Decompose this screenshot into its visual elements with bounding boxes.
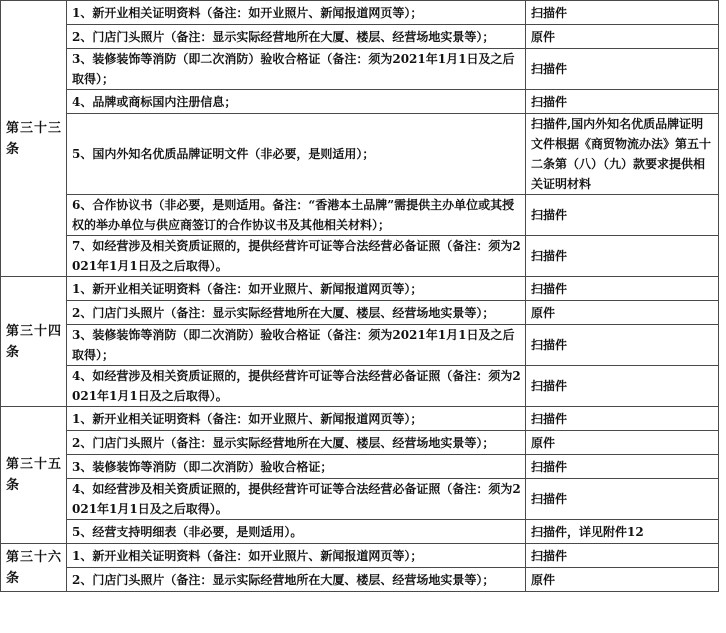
requirement-cell: 1、新开业相关证明资料（备注：如开业照片、新闻报道网页等）； [67, 544, 526, 568]
requirement-cell: 2、门店门头照片（备注：显示实际经营地所在大厦、楼层、经营场地实景等）； [67, 568, 526, 592]
document-form-cell: 扫描件 [526, 236, 719, 277]
article-cell: 第三十四条 [1, 277, 67, 407]
table-row [1, 325, 719, 366]
table-row [1, 568, 719, 592]
article-cell: 第三十五条 [1, 407, 67, 544]
table-row [1, 479, 719, 520]
document-form-cell: 扫描件,国内外知名优质品牌证明文件根据《商贸物流办法》第五十二条第（八）（九）款要求提供相关证明材料 [526, 114, 719, 195]
table-row [1, 544, 719, 568]
document-form-cell: 原件 [526, 568, 719, 592]
document-form-cell: 原件 [526, 25, 719, 49]
requirement-cell: 1、新开业相关证明资料（备注：如开业照片、新闻报道网页等）； [67, 1, 526, 25]
requirement-cell: 3、装修装饰等消防（即二次消防）验收合格证（备注：须为2021年1月1日及之后取得）； [67, 325, 526, 366]
document-form-cell: 扫描件 [526, 195, 719, 236]
table-row [1, 90, 719, 114]
table-row [1, 407, 719, 431]
document-form-cell: 原件 [526, 431, 719, 455]
document-form-cell: 扫描件，详见附件12 [526, 520, 719, 544]
requirement-cell: 5、国内外知名优质品牌证明文件（非必要，是则适用）； [67, 114, 526, 195]
requirement-cell: 4、如经营涉及相关资质证照的，提供经营许可证等合法经营必备证照（备注：须为2021年1月1日及之后取得）。 [67, 366, 526, 407]
requirement-cell: 6、合作协议书（非必要，是则适用。备注：“香港本土品牌”需提供主办单位或其授权的举办单位与供应商签订的合作协议书及其他相关材料）； [67, 195, 526, 236]
table-row [1, 431, 719, 455]
article-cell: 第三十三条 [1, 1, 67, 277]
requirement-cell: 1、新开业相关证明资料（备注：如开业照片、新闻报道网页等）； [67, 277, 526, 301]
requirement-cell: 4、如经营涉及相关资质证照的，提供经营许可证等合法经营必备证照（备注：须为2021年1月1日及之后取得）。 [67, 479, 526, 520]
requirement-cell: 3、装修装饰等消防（即二次消防）验收合格证； [67, 455, 526, 479]
table-row [1, 49, 719, 90]
requirement-cell: 3、装修装饰等消防（即二次消防）验收合格证（备注：须为2021年1月1日及之后取得）； [67, 49, 526, 90]
requirement-cell: 2、门店门头照片（备注：显示实际经营地所在大厦、楼层、经营场地实景等）； [67, 431, 526, 455]
table-row [1, 301, 719, 325]
table-row [1, 520, 719, 544]
document-form-cell: 扫描件 [526, 1, 719, 25]
document-form-cell: 扫描件 [526, 455, 719, 479]
table-row [1, 1, 719, 25]
materials-table-body [1, 1, 719, 592]
document-form-cell: 扫描件 [526, 325, 719, 366]
document-form-cell: 扫描件 [526, 90, 719, 114]
table-row [1, 25, 719, 49]
document-form-cell: 原件 [526, 301, 719, 325]
table-row [1, 455, 719, 479]
requirement-cell: 2、门店门头照片（备注：显示实际经营地所在大厦、楼层、经营场地实景等）； [67, 25, 526, 49]
table-row [1, 366, 719, 407]
document-form-cell: 扫描件 [526, 277, 719, 301]
requirement-cell: 4、品牌或商标国内注册信息； [67, 90, 526, 114]
requirement-cell: 1、新开业相关证明资料（备注：如开业照片、新闻报道网页等）； [67, 407, 526, 431]
document-form-cell: 扫描件 [526, 49, 719, 90]
article-cell: 第三十六条 [1, 544, 67, 592]
document-form-cell: 扫描件 [526, 479, 719, 520]
table-row [1, 236, 719, 277]
document-form-cell: 扫描件 [526, 366, 719, 407]
table-row [1, 195, 719, 236]
document-form-cell: 扫描件 [526, 407, 719, 431]
table-row [1, 277, 719, 301]
requirement-cell: 5、经营支持明细表（非必要，是则适用）。 [67, 520, 526, 544]
document-form-cell: 扫描件 [526, 544, 719, 568]
table-row [1, 114, 719, 195]
requirement-cell: 2、门店门头照片（备注：显示实际经营地所在大厦、楼层、经营场地实景等）； [67, 301, 526, 325]
requirement-cell: 7、如经营涉及相关资质证照的，提供经营许可证等合法经营必备证照（备注：须为2021年1月1日及之后取得）。 [67, 236, 526, 277]
